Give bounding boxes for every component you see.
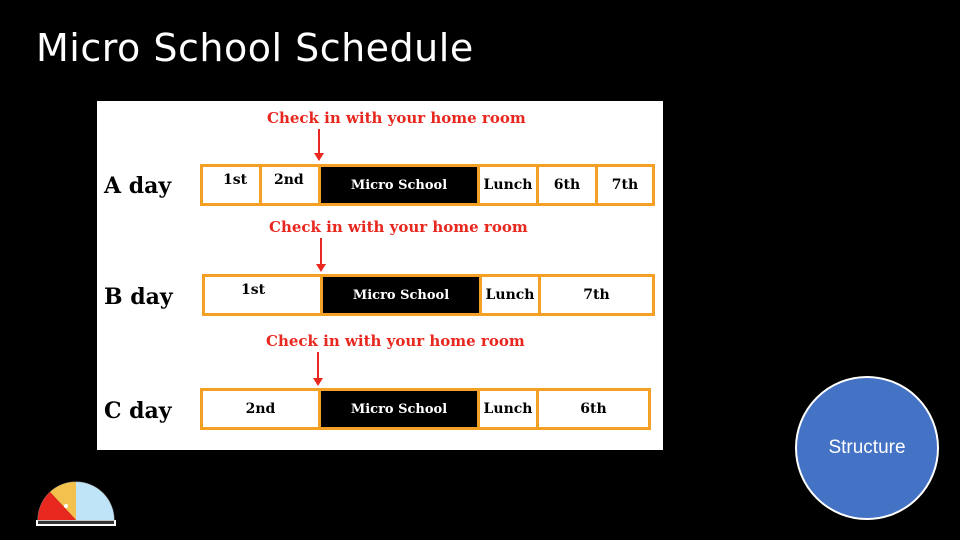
- period-cell: 6th: [580, 401, 607, 417]
- day-row-a: [200, 164, 655, 206]
- schedule-image: [97, 101, 663, 450]
- checkin-arrow-b: [316, 238, 326, 272]
- period-cell: Lunch: [480, 391, 539, 427]
- structure-label: Structure: [828, 437, 906, 458]
- day-row-b: [202, 274, 655, 316]
- day-label-b: B day: [104, 284, 173, 310]
- period-cell: Lunch: [480, 167, 539, 203]
- period-cell-micro-school: Micro School: [321, 167, 480, 203]
- checkin-arrow-a: [314, 129, 324, 161]
- period-cell-micro-school: Micro School: [323, 277, 482, 313]
- checkin-label-b: Check in with your home room: [269, 218, 528, 236]
- period-cell: 2nd: [262, 167, 321, 203]
- school-logo-icon: [26, 470, 118, 530]
- period-cell: Lunch: [482, 277, 541, 313]
- structure-circle[interactable]: [795, 376, 939, 520]
- period-cell-micro-school: Micro School: [321, 391, 480, 427]
- period-cell: 2nd: [203, 391, 321, 427]
- day-label-a: A day: [104, 173, 172, 199]
- period-cell: 1st: [203, 167, 262, 203]
- checkin-arrow-c: [313, 352, 323, 386]
- period-cell: 7th: [583, 287, 610, 303]
- checkin-label-c: Check in with your home room: [266, 332, 525, 350]
- period-cell: 6th: [539, 167, 598, 203]
- day-label-c: C day: [104, 398, 172, 424]
- checkin-label-a: Check in with your home room: [267, 109, 526, 127]
- slide-title: Micro School Schedule: [36, 26, 474, 70]
- period-cell: 7th: [611, 177, 639, 193]
- day-row-c: [200, 388, 651, 430]
- period-cell: 1st: [205, 277, 323, 313]
